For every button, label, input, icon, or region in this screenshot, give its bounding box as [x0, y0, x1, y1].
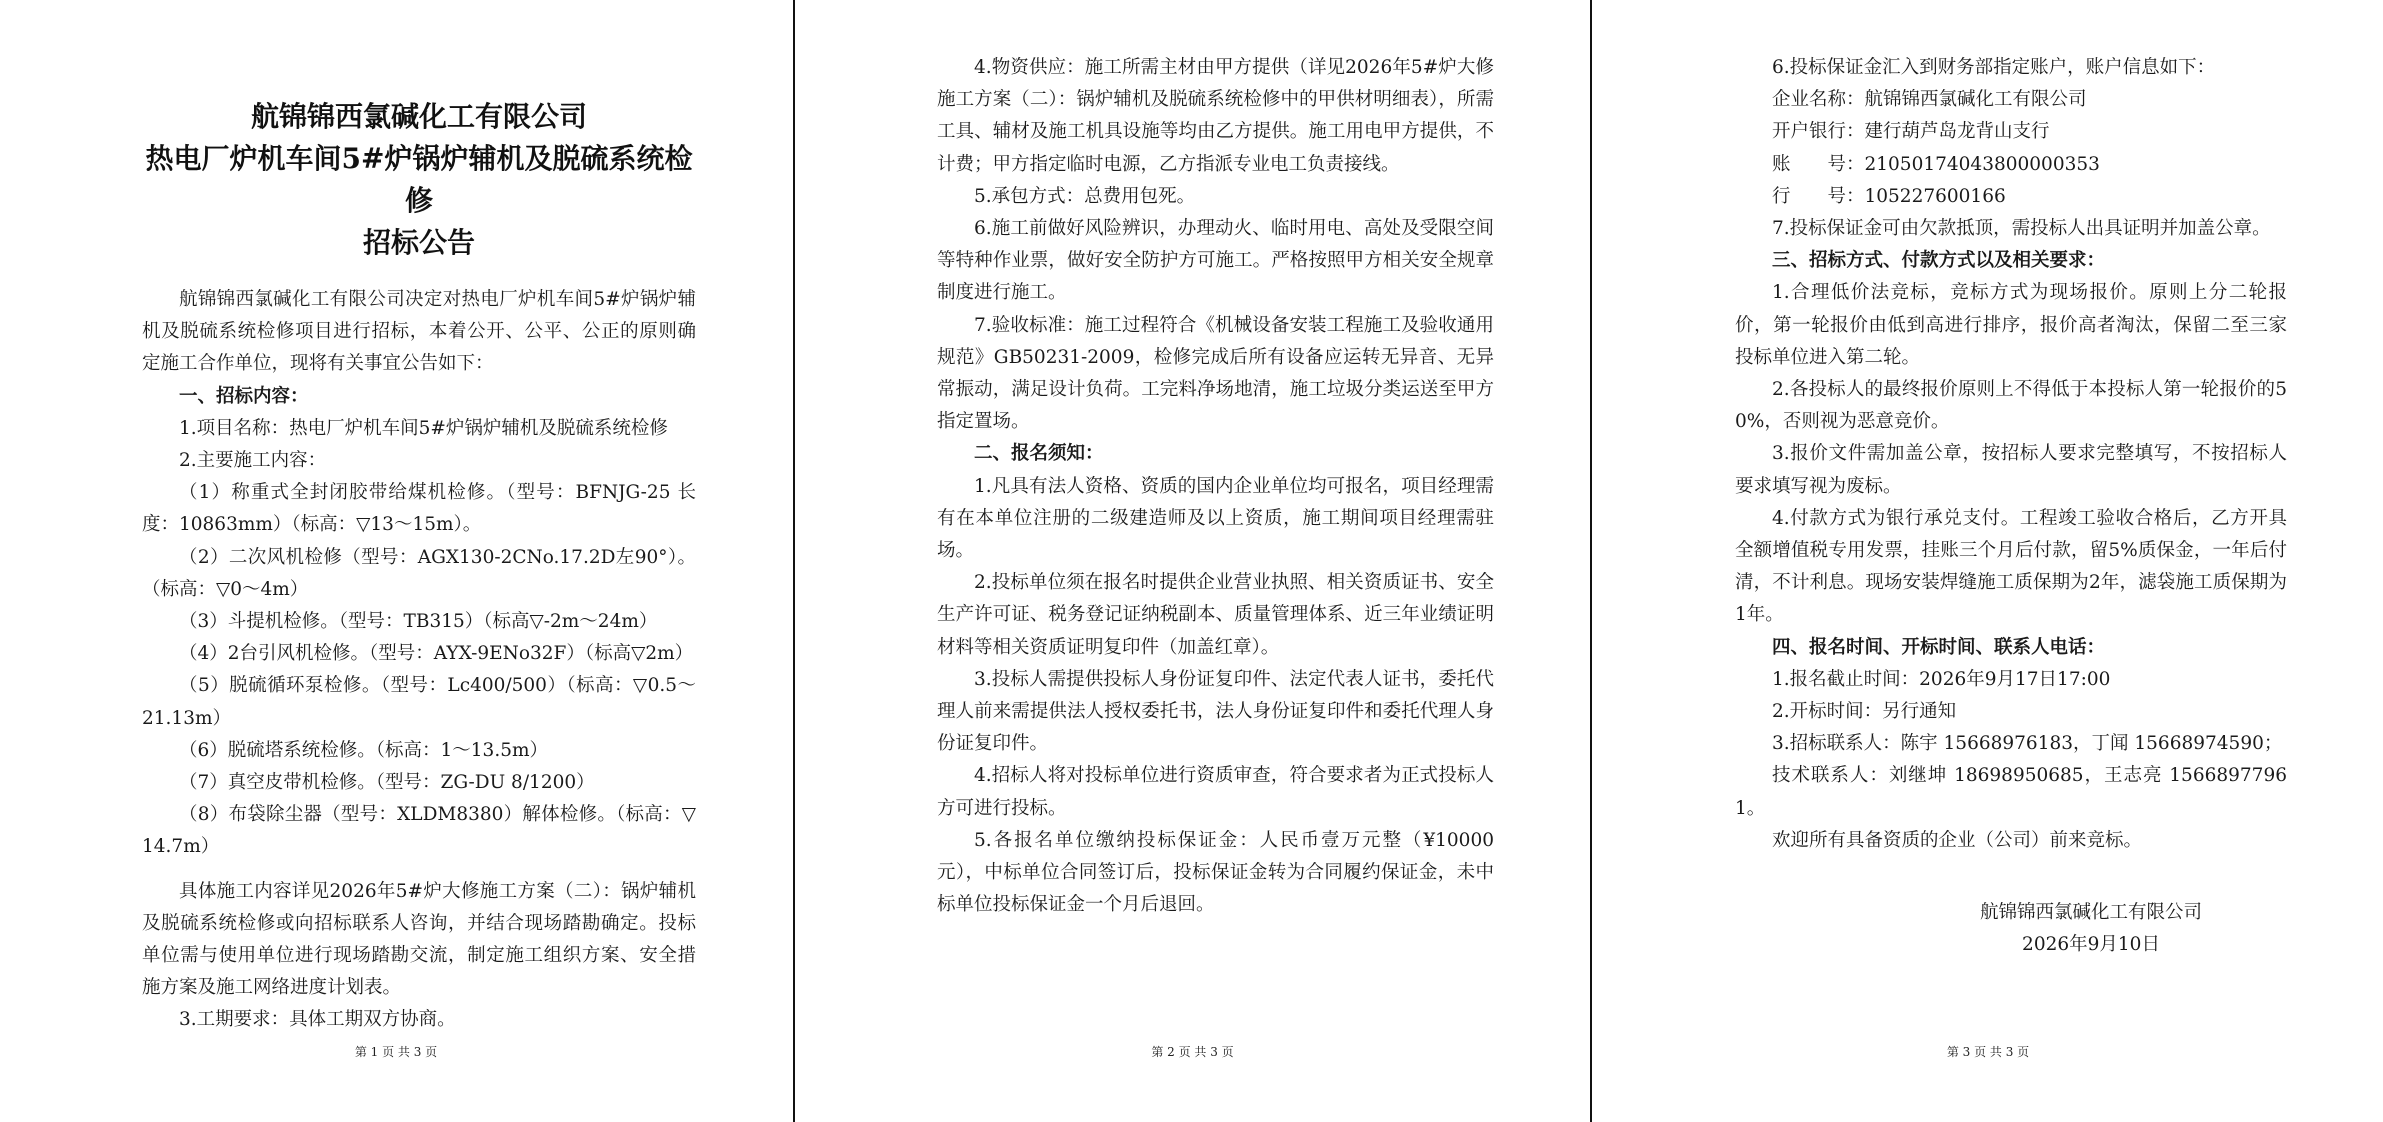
- technical-contacts: 技术联系人：刘继坤 18698950685，王志亮 15668977961。: [1735, 765, 2287, 819]
- section-heading-2: 二、报名须知：: [974, 443, 1104, 465]
- item-safety: 6.施工前做好风险辨识，办理动火、临时用电、高处及受限空间等特种作业票，做好安全防护方可施工。严格按照甲方相关安全规章制度进行施工。: [937, 218, 1494, 304]
- bid-item-2: 2.各投标人的最终报价原则上不得低于本投标人第一轮报价的50%，否则视为恶意竞价。: [1735, 379, 2287, 433]
- work-item-7: （7）真空皮带机检修。（型号：ZG-DU 8/1200）: [179, 772, 595, 794]
- registration-deadline: 1.报名截止时间：2026年9月17日17:00: [1772, 668, 2111, 690]
- account-company-name: 企业名称：航锦锦西氯碱化工有限公司: [1772, 89, 2087, 111]
- work-item-3: （3）斗提机检修。（型号：TB315）（标高▽-2m～24m）: [179, 611, 658, 633]
- details-paragraph: 具体施工内容详见2026年5#炉大修施工方案（二）：锅炉辅机及脱硫系统检修或向招标联系人咨询，并结合现场踏勘确定。投标单位需与使用单位进行现场踏勘交流，制定施工组织方案、安全措施方案及施工网络进度计划表。: [142, 880, 696, 999]
- bid-item-1: 1.合理低价法竞标，竞标方式为现场报价。原则上分二轮报价，第一轮报价由低到高进行排序，报价高者淘汰，保留二至三家投标单位进入第二轮。: [1735, 282, 2287, 368]
- work-item-4: （4）2台引风机检修。（型号：AYX-9ENo32F）（标高▽2m）: [179, 643, 694, 665]
- page-footer: 第 2 页 共 3 页: [1151, 1045, 1234, 1059]
- account-bank: 开户银行：建行葫芦岛龙背山支行: [1772, 121, 2050, 143]
- document-page-2: [795, 0, 1590, 1122]
- bid-item-3: 3.报价文件需加盖公章，按招标人要求完整填写，不按招标人要求填写视为废标。: [1735, 443, 2287, 497]
- section-heading-4: 四、报名时间、开标时间、联系人电话：: [1772, 636, 2106, 658]
- item-duration: 3.工期要求：具体工期双方协商。: [179, 1009, 456, 1031]
- title-line-notice: 招标公告: [362, 226, 475, 259]
- section-heading-3: 三、招标方式、付款方式以及相关要求：: [1772, 250, 2106, 272]
- opening-time: 2.开标时间：另行通知: [1772, 701, 1957, 723]
- page-divider: [1590, 0, 1592, 1122]
- page-footer: 第 3 页 共 3 页: [1946, 1045, 2030, 1059]
- deposit-offset: 7.投标保证金可由欠款抵顶，需投标人出具证明并加盖公章。: [1772, 218, 2271, 240]
- reg-item-4: 4.招标人将对投标单位进行资质审查，符合要求者为正式投标人方可进行投标。: [937, 765, 1494, 819]
- title-line-project: 热电厂炉机车间5#炉锅炉辅机及脱硫系统检修: [145, 142, 693, 217]
- item-project-name: 1.项目名称：热电厂炉机车间5#炉锅炉辅机及脱硫系统检修: [179, 417, 668, 439]
- document-title: [142, 96, 696, 264]
- work-item-5: （5）脱硫循环泵检修。（型号：Lc400/500）（标高：▽0.5～21.13m）: [142, 675, 696, 729]
- work-item-6: （6）脱硫塔系统检修。（标高：1～13.5m）: [179, 739, 549, 761]
- reg-item-1: 1.凡具有法人资格、资质的国内企业单位均可报名，项目经理需有在本单位注册的二级建造师及以上资质，施工期间项目经理需驻场。: [937, 475, 1494, 562]
- work-item-8: （8）布袋除尘器（型号：XLDM8380）解体检修。（标高：▽14.7m）: [142, 804, 696, 858]
- document-page-1: [0, 0, 792, 1122]
- title-line-company: 航锦锦西氯碱化工有限公司: [250, 100, 587, 133]
- work-item-1: （1）称重式全封闭胶带给煤机检修。（型号：BFNJG-25 长度：10863mm）（标高：▽13～15m）。: [142, 482, 696, 536]
- reg-item-5: 5.各报名单位缴纳投标保证金：人民币壹万元整（¥10000元），中标单位合同签订后，投标保证金转为合同履约保证金，未中标单位投标保证金一个月后退回。: [937, 829, 1494, 916]
- bank-code: 行 号：105227600166: [1772, 185, 2006, 207]
- reg-item-2: 2.投标单位须在报名时提供企业营业执照、相关资质证书、安全生产许可证、税务登记证纳税副本、质量管理体系、近三年业绩证明材料等相关资质证明复印件（加盖红章）。: [937, 572, 1494, 658]
- work-item-2: （2）二次风机检修（型号：AGX130-2CNo.17.2D左90°）。（标高：▽0～4m）: [142, 546, 696, 600]
- bid-item-4: 4.付款方式为银行承兑支付。工程竣工验收合格后，乙方开具全额增值税专用发票，挂账三个月后付款，留5%质保金，一年后付清，不计利息。现场安装焊缝施工质保期为2年，滤袋施工质保期为1年。: [1735, 507, 2287, 626]
- reg-item-3: 3.投标人需提供投标人身份证复印件、法定代表人证书，委托代理人前来需提供法人授权委托书，法人身份证复印件和委托代理人身份证复印件。: [937, 668, 1494, 755]
- item-supply: 4.物资供应：施工所需主材由甲方提供（详见2026年5#炉大修施工方案（二）：锅炉辅机及脱硫系统检修中的甲供材明细表），所需工具、辅材及施工机具设施等均由乙方提供。施工用电甲方提供，不计费；甲方指定临时电源，乙方指派专业电工负责接线。: [937, 57, 1494, 175]
- signature-company: 航锦锦西氯碱化工有限公司: [1979, 902, 2202, 924]
- item-acceptance: 7.验收标准：施工过程符合《机械设备安装工程施工及验收通用规范》GB50231-2009，检修完成后所有设备应运转无异音、无异常振动，满足设计负荷。工完料净场地清，施工垃圾分类运送至甲方指定置场。: [937, 314, 1494, 433]
- deposit-account-intro: 6.投标保证金汇入到财务部指定账户，账户信息如下：: [1772, 57, 2216, 78]
- section-heading-1: 一、招标内容：: [179, 385, 309, 407]
- account-number: 账 号：21050174043800000353: [1772, 153, 2100, 175]
- tender-contacts: 3.招标联系人：陈宇 15668976183，丁闻 15668974590；: [1772, 733, 2283, 755]
- intro-paragraph: 航锦锦西氯碱化工有限公司决定对热电厂炉机车间5#炉锅炉辅机及脱硫系统检修项目进行招标，本着公开、公平、公正的原则确定施工合作单位，现将有关事宜公告如下：: [142, 289, 696, 375]
- item-contract-method: 5.承包方式：总费用包死。: [974, 185, 1196, 207]
- document-page-3: [1593, 0, 2383, 1122]
- signature-date: 2026年9月10日: [2022, 934, 2160, 956]
- page-footer: 第 1 页 共 3 页: [354, 1045, 438, 1059]
- item-main-content: 2.主要施工内容：: [179, 450, 327, 472]
- welcome-text: 欢迎所有具备资质的企业（公司）前来竞标。: [1772, 829, 2143, 851]
